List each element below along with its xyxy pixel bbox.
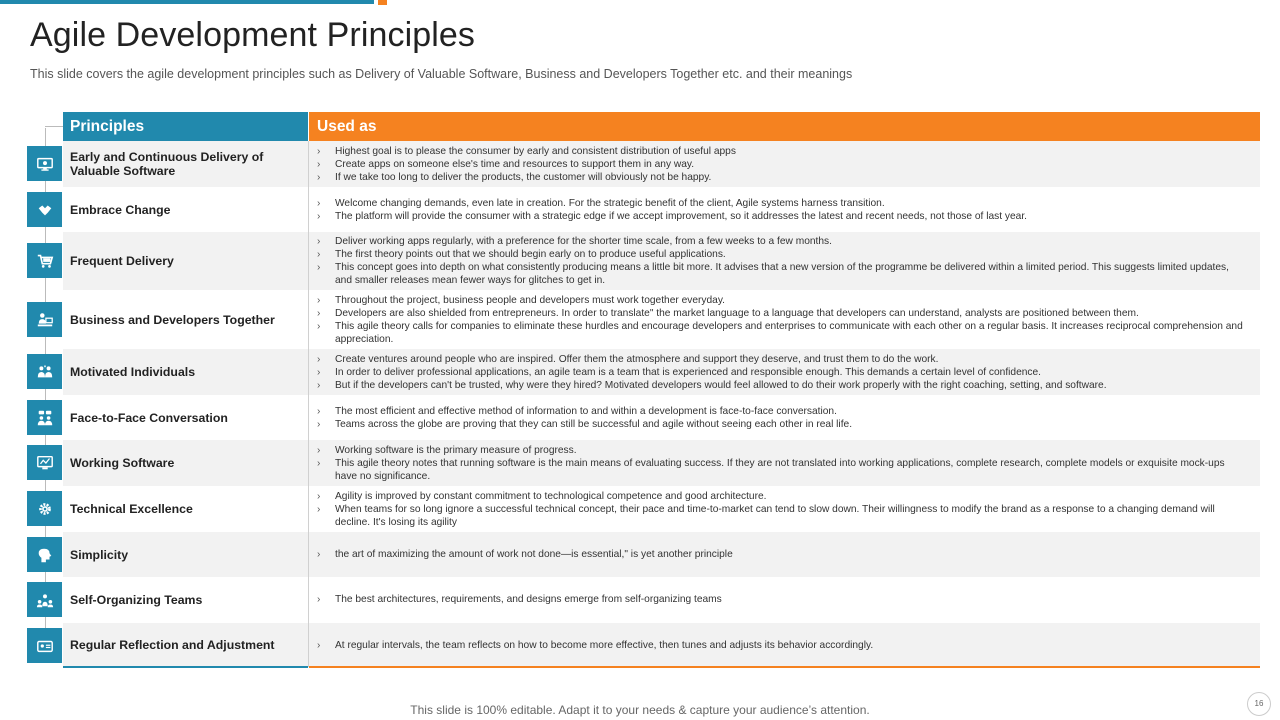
bullet: › This concept goes into depth on what consistently producing means a little bit more. It advises that a new version of the programme be delivered within a limited period. This suggests limited updates, and smaller releases mean fewer ways for glitches to get in. [317, 261, 1248, 287]
table-row [63, 486, 1260, 532]
page-subtitle: This slide covers the agile development principles such as Delivery of Valuable Software, Business and Developers Together etc. and their meanings [30, 67, 853, 81]
bullet: › Agility is improved by constant commitment to technological competence and good architecture. [317, 490, 1248, 503]
used-as-cell [308, 440, 1260, 486]
principle-name: Technical Excellence [70, 502, 193, 516]
bullet: › the art of maximizing the amount of work not done—is essential," is yet another principle [317, 548, 1248, 561]
bullet: › This agile theory calls for companies to eliminate these hurdles and encourage developers and enterprises to communicate with each other on a regular basis. It increases reciprocal comprehension and appreciation. [317, 320, 1248, 346]
timeline-connector-cap [45, 126, 63, 127]
principle-name: Business and Developers Together [70, 312, 275, 327]
principle-name: Self-Organizing Teams [70, 593, 203, 607]
principles-table [63, 112, 1260, 667]
bullet: › If we take too long to deliver the products, the customer will obviously not be happy. [317, 171, 1248, 184]
gear-icon [27, 491, 62, 526]
table-row [63, 187, 1260, 232]
bullet: › The first theory points out that we should begin early on to produce useful applications. [317, 248, 1248, 261]
principle-name: Simplicity [70, 547, 129, 562]
top-accent-bar-blue [0, 0, 374, 4]
used-as-cell [308, 349, 1260, 395]
table-row [63, 532, 1260, 577]
cart-icon [27, 243, 62, 278]
principle-name: Face-to-Face Conversation [70, 410, 228, 425]
conversation-icon [27, 400, 62, 435]
page-title: Agile Development Principles [30, 16, 476, 54]
principle-name: Frequent Delivery [70, 254, 174, 268]
header-used-as: Used as [309, 112, 1260, 141]
principle-name: Motivated Individuals [70, 365, 196, 379]
id-card-icon [27, 628, 62, 663]
used-as-cell [308, 141, 1260, 187]
bullet: › The most efficient and effective method of information to and within a development is face-to-face conversation. [317, 405, 1248, 418]
principle-name: Working Software [70, 456, 175, 470]
bullet: › Create apps on someone else's time and resources to support them in any way. [317, 158, 1248, 171]
bullet: › Teams across the globe are proving that they can still be successful and agile without seeing each other in real life. [317, 418, 1248, 431]
table-row [63, 395, 1260, 440]
table-row [63, 349, 1260, 395]
table-row [63, 440, 1260, 486]
bullet: › Working software is the primary measure of progress. [317, 444, 1248, 457]
bullet: › Throughout the project, business people and developers must work together everyday. [317, 294, 1248, 307]
principle-name: Early and Continuous Delivery of Valuable Software [70, 150, 264, 178]
motivated-people-icon [27, 354, 62, 389]
used-as-cell [308, 290, 1260, 349]
bullet: › This agile theory notes that running software is the main means of evaluating success. If they are not translated into working applications, complete research, complete models or exquisite mock-ups have no significance. [317, 457, 1248, 483]
used-as-cell [308, 623, 1260, 667]
table-row [63, 577, 1260, 623]
team-network-icon [27, 582, 62, 617]
bullet: › In order to deliver professional applications, an agile team is a team that is experienced and responsible enough. This demands a certain level of confidence. [317, 366, 1248, 379]
page-number: 16 [1247, 692, 1271, 716]
bullet: › Highest goal is to please the consumer by early and consistent distribution of useful apps [317, 145, 1248, 158]
principle-name: Regular Reflection and Adjustment [70, 638, 275, 652]
table-header [63, 112, 1260, 141]
used-as-cell [308, 532, 1260, 577]
bullet: › The platform will provide the consumer with a strategic edge if we accept improvement, so it addresses the latest and recent needs, not those of last year. [317, 210, 1248, 223]
table-row [63, 623, 1260, 667]
table-bottom-border-orange [309, 666, 1260, 668]
table-row [63, 141, 1260, 187]
principle-name: Embrace Change [70, 202, 171, 217]
handshake-icon [27, 192, 62, 227]
header-principles: Principles [63, 112, 308, 141]
delivery-monitor-icon [27, 146, 62, 181]
table-row [63, 290, 1260, 349]
bullet: › At regular intervals, the team reflects on how to become more effective, then tunes and adjusts its behavior accordingly. [317, 639, 1248, 652]
table-row [63, 232, 1260, 290]
developer-desk-icon [27, 302, 62, 337]
bullet: › Deliver working apps regularly, with a preference for the shorter time scale, from a few weeks to a few months. [317, 235, 1248, 248]
table-bottom-border-blue [63, 666, 308, 668]
used-as-cell [308, 232, 1260, 290]
bullet: › But if the developers can't be trusted, why were they hired? Motivated developers would feel allowed to do their work properly with the right coaching, setting, and software. [317, 379, 1248, 392]
used-as-cell [308, 187, 1260, 232]
head-idea-icon [27, 537, 62, 572]
bullet: › When teams for so long ignore a successful technical concept, their pace and time-to-market can tend to slow down. Their willingness to modify the brand as a response to a changing demand will decline. It's losing its agility [317, 503, 1248, 529]
used-as-cell [308, 395, 1260, 440]
used-as-cell [308, 486, 1260, 532]
footer-note: This slide is 100% editable. Adapt it to your needs & capture your audience’s attention. [410, 703, 870, 717]
used-as-cell [308, 577, 1260, 623]
bullet: › The best architectures, requirements, and designs emerge from self-organizing teams [317, 593, 1248, 606]
bullet: › Welcome changing demands, even late in creation. For the strategic benefit of the client, Agile systems harness transition. [317, 197, 1248, 210]
bullet: › Developers are also shielded from entrepreneurs. In order to translate" the market language to a language that developers can understand, analysts are positioned between them. [317, 307, 1248, 320]
bullet: › Create ventures around people who are inspired. Offer them the atmosphere and support they deserve, and trust them to do the work. [317, 353, 1248, 366]
software-monitor-icon [27, 445, 62, 480]
top-accent-bar-orange [378, 0, 387, 5]
